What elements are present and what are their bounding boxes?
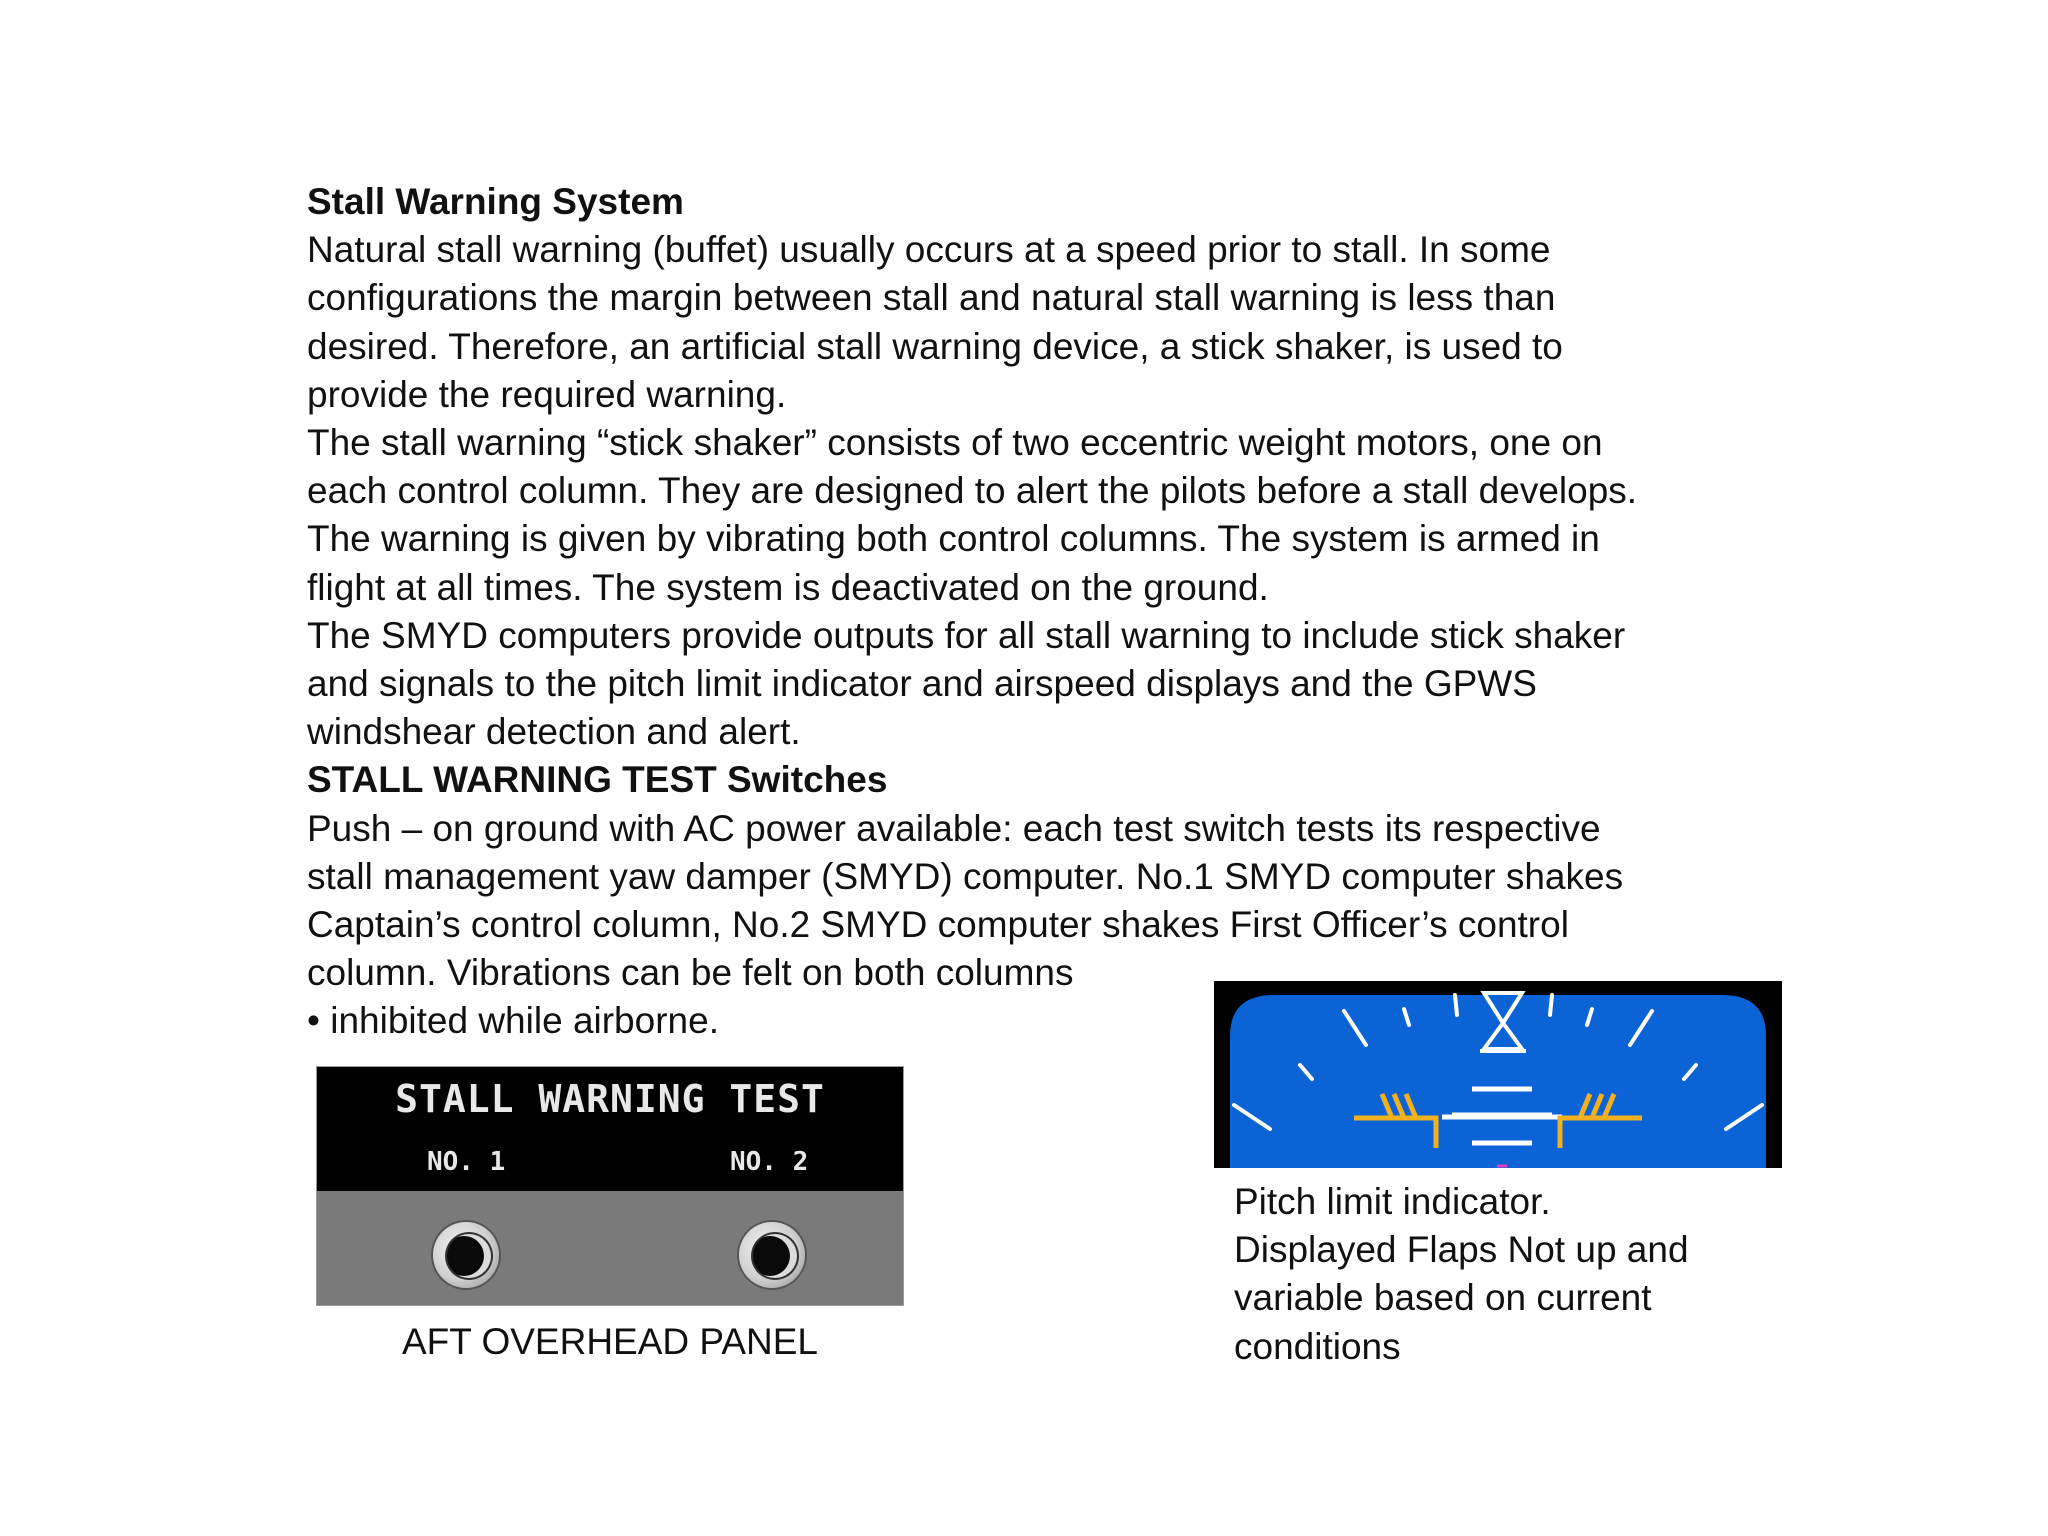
panel-title: STALL WARNING TEST	[395, 1077, 825, 1121]
pitch-limit-indicator-graphic	[1214, 981, 1782, 1168]
paragraph-line: provide the required warning.	[307, 373, 787, 415]
caption-line: Displayed Flaps Not up and	[1234, 1229, 1689, 1271]
test-switch-no1	[433, 1222, 499, 1288]
paragraph-line: stall management yaw damper (SMYD) computer. No.1 SMYD computer shakes	[307, 855, 1624, 897]
paragraph-line: Natural stall warning (buffet) usually occurs at a speed prior to stall. In some	[307, 229, 1551, 271]
document-body	[307, 178, 1807, 1046]
stall-warning-test-panel	[316, 1066, 904, 1306]
paragraph-line: The stall warning “stick shaker” consists of two eccentric weight motors, one on	[307, 422, 1603, 464]
panel-label-no2: NO. 2	[730, 1147, 809, 1177]
heading-stall-warning-test-switches: STALL WARNING TEST Switches	[307, 759, 888, 801]
panel-caption: AFT OVERHEAD PANEL	[401, 1321, 818, 1362]
panel-label-no1: NO. 1	[427, 1147, 506, 1177]
paragraph-line: Captain’s control column, No.2 SMYD computer shakes First Officer’s control	[307, 904, 1569, 946]
pitch-limit-indicator-caption	[1234, 1178, 1794, 1371]
heading-stall-warning-system: Stall Warning System	[307, 181, 684, 222]
switch-button-icon	[447, 1234, 491, 1278]
paragraph-line: windshear detection and alert.	[307, 711, 801, 753]
bullet-line: • inhibited while airborne.	[307, 1000, 719, 1042]
paragraph-line: The SMYD computers provide outputs for all stall warning to include stick shaker	[307, 614, 1626, 656]
paragraph-line: column. Vibrations can be felt on both columns	[307, 952, 1074, 994]
paragraph-line: each control column. They are designed to alert the pilots before a stall develops.	[307, 470, 1638, 512]
paragraph-line: desired. Therefore, an artificial stall warning device, a stick shaker, is used to	[307, 325, 1563, 367]
paragraph-line: Push – on ground with AC power available: each test switch tests its respective	[307, 807, 1601, 849]
paragraph-line: and signals to the pitch limit indicator and airspeed displays and the GPWS	[307, 663, 1537, 705]
pitch-limit-indicator-image	[1214, 981, 1782, 1168]
roll-tick	[1550, 995, 1552, 1015]
paragraph-line: The warning is given by vibrating both control columns. The system is armed in	[307, 518, 1600, 560]
test-switch-no2	[739, 1222, 805, 1288]
caption-line: conditions	[1234, 1325, 1401, 1367]
panel-placard	[317, 1067, 903, 1191]
switch-button-icon	[753, 1234, 797, 1278]
caption-line: variable based on current	[1234, 1277, 1652, 1319]
roll-tick	[1455, 995, 1457, 1015]
paragraph-line: configurations the margin between stall and natural stall warning is less than	[307, 277, 1556, 319]
caption-line: Pitch limit indicator.	[1234, 1181, 1551, 1222]
paragraph-line: flight at all times. The system is deactivated on the ground.	[307, 566, 1269, 608]
